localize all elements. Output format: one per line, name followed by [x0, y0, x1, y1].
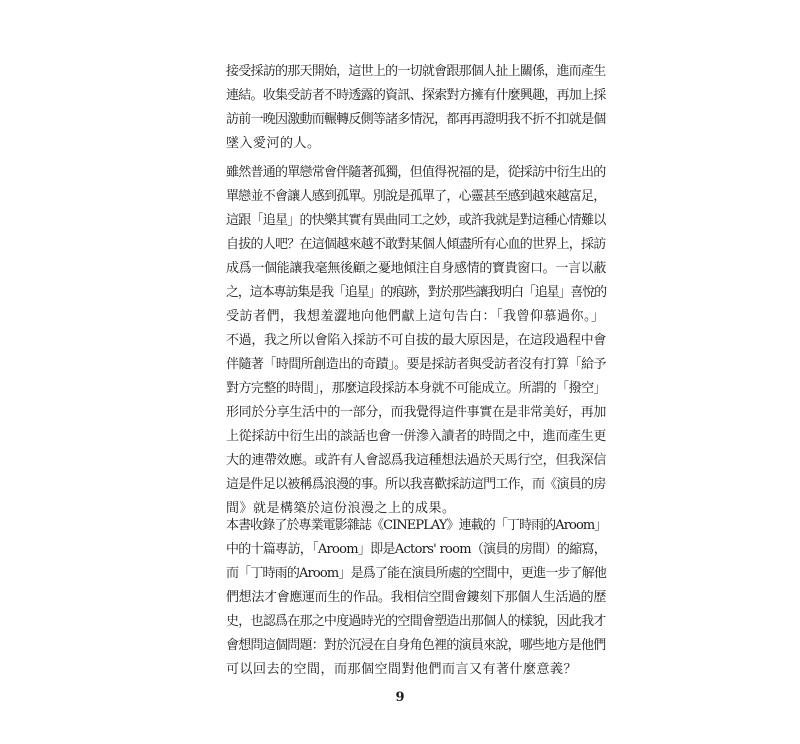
text-line: 不過，我之所以會陷入採訪不可自拔的最大原因是，在這段過程中會: [226, 333, 607, 348]
text-line: 這跟「追星」的快樂其實有異曲同工之妙，或許我就是對這種心情難以: [226, 213, 606, 228]
text-line: 對方完整的時間」，那麼這段採訪本身就不可能成立。所謂的「撥空」: [226, 381, 607, 396]
text-line: 受訪者們，我想羞澀地向他們獻上這句告白：「我曾仰慕過你。」: [226, 309, 605, 324]
text-line: 墜入愛河的人。: [226, 136, 321, 151]
text-line: 之，這本專訪集是我「追星」的痕跡，對於那些讓我明白「追星」喜悅的: [226, 285, 607, 300]
text-line: 伴隨著「時間所創造出的奇蹟」。要是採訪者與受訪者沒有打算「給予: [226, 357, 607, 372]
text-line: 連結。收集受訪者不時透露的資訊、探索對方擁有什麼興趣，再加上採: [226, 88, 606, 103]
text-line: 而「丁時雨的Aroom」是爲了能在演員所處的空間中，更進一步了解他: [226, 566, 607, 581]
text-line: 上從採訪中衍生出的談話也會一併滲入讀者的時間之中，進而產生更: [226, 429, 607, 444]
text-line: 這是件足以被稱爲浪漫的事。所以我喜歡採訪這門工作，而《演員的房: [226, 477, 606, 492]
text-line: 大的連帶效應。或許有人會認爲我這種想法過於天馬行空，但我深信: [226, 453, 607, 468]
text-line: 本書收錄了於專業電影雜誌《CINEPLAY》連載的「丁時雨的Aroom」: [226, 518, 607, 533]
text-line: 間》就是構築於這份浪漫之上的成果。: [226, 501, 456, 516]
text-line: 自拔的人吧？在這個越來越不敢對某個人傾盡所有心血的世界上，採訪: [226, 237, 606, 252]
text-line: 形同於分享生活中的一部分，而我覺得這件事實在是非常美好，再加: [226, 405, 607, 420]
text-line: 史，也認爲在那之中度過時光的空間會塑造出那個人的樣貌，因此我才: [226, 614, 606, 629]
paragraph-4: [226, 514, 606, 682]
text-line: 成爲一個能讓我毫無後顧之憂地傾注自身感情的寶貴窗口。一言以蔽: [226, 261, 607, 276]
text-line: 雖然普通的單戀常會伴隨著孤獨，但值得祝福的是，從採訪中衍生出的: [226, 165, 606, 180]
text-line: 中的十篇專訪，「Aroom」即是Actors' room（演員的房間）的縮寫，: [226, 542, 607, 557]
paragraph-1: [226, 60, 606, 156]
text-line: 們想法才會應運而生的作品。我相信空間會鏤刻下那個人生活過的歷: [226, 590, 607, 605]
paragraph-3: [226, 329, 606, 521]
text-line: 可以回去的空間，而那個空間對他們而言又有著什麼意義？: [226, 662, 578, 677]
text-line: 會想問這個問題：對於沉浸在自身角色裡的演員來說，哪些地方是他們: [226, 638, 606, 653]
paragraph-2: [226, 161, 606, 329]
text-line: 訪前一晚因激動而輾轉反側等諸多情況，都再再證明我不折不扣就是個: [226, 112, 606, 127]
text-line: 接受採訪的那天開始，這世上的一切就會跟那個人扯上關係，進而產生: [226, 64, 606, 79]
text-line: 單戀並不會讓人感到孤單。別說是孤單了，心靈甚至感到越來越富足，: [226, 189, 606, 204]
page-number: 9: [395, 690, 405, 705]
